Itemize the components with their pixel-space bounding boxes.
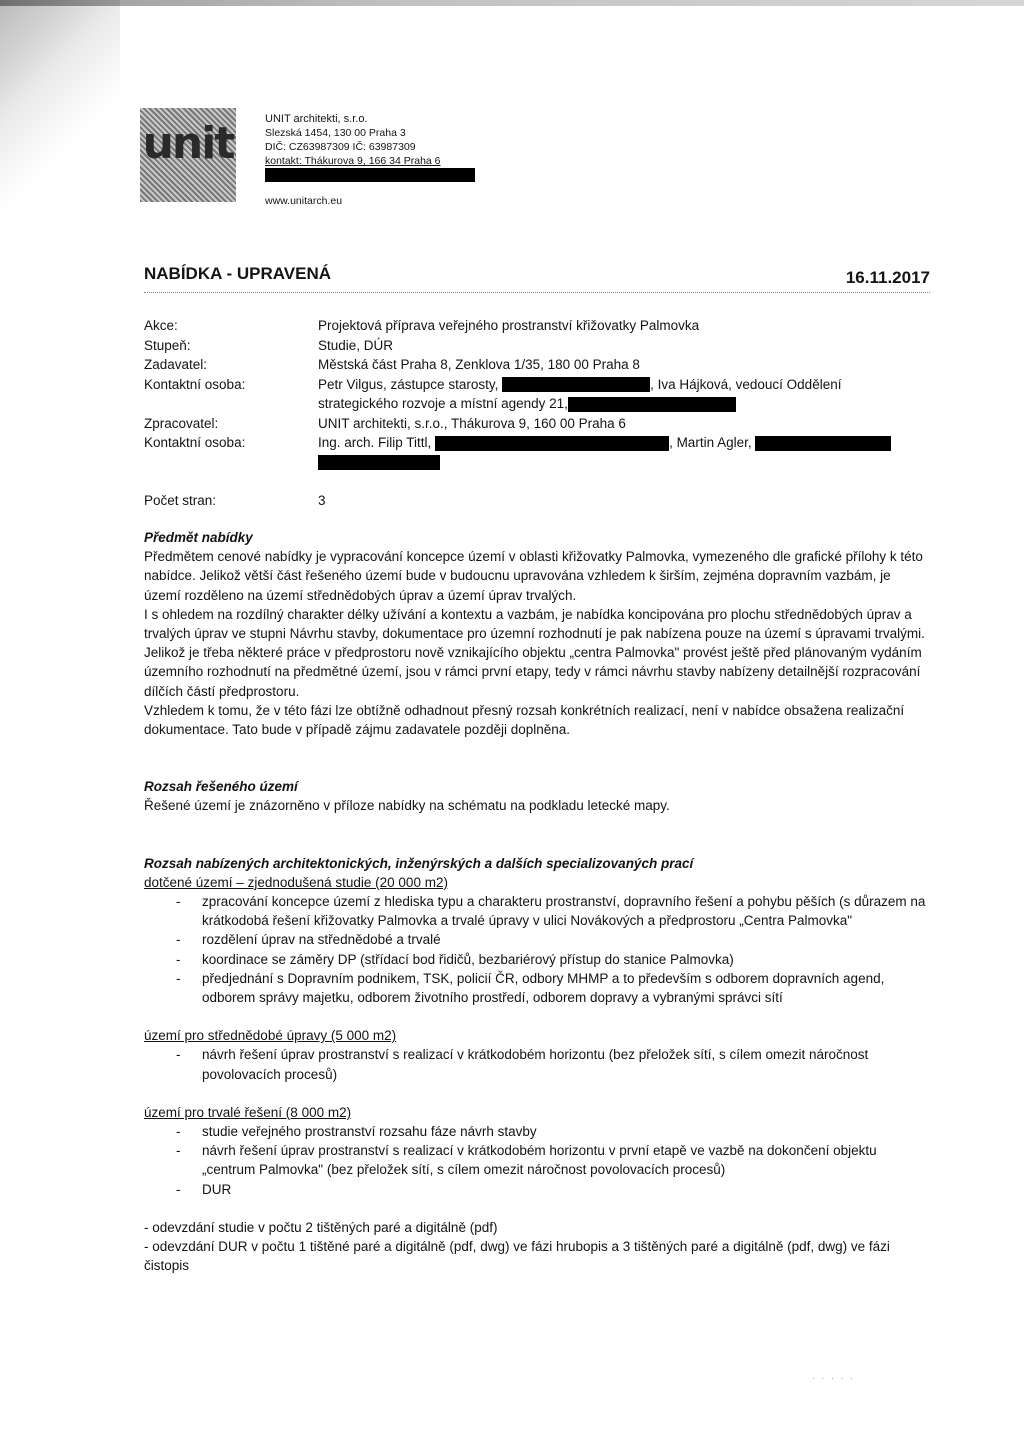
company-logo xyxy=(140,108,236,202)
company-address: Slezská 1454, 130 00 Praha 3 xyxy=(265,127,406,139)
section3-list xyxy=(144,1122,930,1199)
redacted-block xyxy=(435,436,669,451)
meta-row-pocet xyxy=(144,491,934,511)
logo-text: unit xyxy=(142,118,234,169)
spacer xyxy=(144,739,930,758)
document-title: NABÍDKA - UPRAVENÁ xyxy=(144,264,331,283)
rozsah-uzemi-text: Řešené území je znázorněno v příloze nabídky na schématu na podkladu letecké mapy. xyxy=(144,798,670,814)
list-item: - studie veřejného prostranství rozsahu fáze návrh stavby xyxy=(144,1122,930,1141)
predmet-paragraph-2: I s ohledem na rozdílný charakter délky užívání a kontextu a vazbám, je nabídka koncipována pro plochu střednědobých úprav a trvalých úprav ve stupni Návrhu stavby, dokumentace pro územní rozhodnutí je pak nabízena pouze na území s úpravami trvalými. Jelikož je třeba některé práce v předprostoru nově vznikajícího objektu „centra Palmovka" provést ještě před plánovaným vydáním územního rozhodnutí na předmětné území, jsou v rámci první etapy, tedy v rámci návrhu stavby nabízeny detailnější rozpracování dílčích částí předprostoru. xyxy=(144,606,925,699)
spacer xyxy=(144,1007,930,1026)
spacer xyxy=(144,1199,930,1218)
kontakt1-label: Kontaktní osoba: xyxy=(144,376,246,392)
pocet-label: Počet stran: xyxy=(144,493,217,508)
kontakt1-value xyxy=(318,375,934,414)
note-2: - odevzdání DUR v počtu 1 tištěné paré a digitálně (pdf, dwg) ve fázi hrubopis a 3 tištěných paré a digitálně (pdf, dwg) ve fázi čistopis xyxy=(144,1239,890,1274)
section1-title: dotčené území – zjednodušená studie (20 000 m2) xyxy=(144,874,448,890)
zadavatel-label: Zadavatel: xyxy=(144,357,208,372)
kontakt1-second: , Iva Hájková, vedoucí Oddělení xyxy=(650,376,842,392)
company-name: UNIT architekti, s.r.o. xyxy=(265,113,368,125)
meta-row-kontakt2 xyxy=(144,433,934,472)
kontakt1-name: Petr Vilgus, zástupce starosty, xyxy=(318,376,499,392)
predmet-paragraph-1: Předmětem cenové nabídky je vypracování koncepce území v oblasti křižovatky Palmovka, vymezeného dle grafické přílohy k této nabídce. Jelikož větší část řešeného území bude v budoucnu upravována vzhledem k širším, zejména dopravním vazbám, je území rozděleno na území střednědobých úprav a území úprav trvalých. xyxy=(144,549,923,603)
kontakt1-dept: strategického rozvoje a místní agendy 21, xyxy=(318,396,568,411)
spacer xyxy=(144,472,934,491)
document-body xyxy=(144,528,930,1276)
list-item: - předjednání s Dopravním podnikem, TSK, policií ČR, odbory MHMP a to především s odborem dopravních agend, odborem správy majetku, odborem životního prostředí, odborem dopravy a vybranými správci sítí xyxy=(144,969,930,1007)
stupen-value: Studie, DÚR xyxy=(318,337,394,353)
spacer xyxy=(144,816,930,835)
company-web: www.unitarch.eu xyxy=(265,195,343,208)
kontakt2-second: , Martin Agler, xyxy=(669,435,752,450)
kontakt2-label: Kontaktní osoba: xyxy=(144,435,246,450)
rozsah-praci-heading: Rozsah nabízených architektonických, inženýrských a dalších specializovaných prací xyxy=(144,855,694,871)
list-item: - návrh řešení úprav prostranství s realizací v krátkodobém horizontu (bez přeložek sítí, s cílem omezit náročnost povolovacích procesů) xyxy=(144,1045,930,1083)
meta-row-akce xyxy=(144,316,934,336)
company-contact: kontakt: Thákurova 9, 166 34 Praha 6 xyxy=(265,155,441,167)
zpracovatel-value: UNIT architekti, s.r.o., Thákurova 9, 160 00 Praha 6 xyxy=(318,415,626,431)
section2-title: území pro střednědobé úpravy (5 000 m2) xyxy=(144,1028,397,1044)
meta-row-zpracovatel xyxy=(144,414,934,434)
spacer xyxy=(144,1084,930,1103)
meta-row-zadavatel xyxy=(144,355,934,375)
list-item: - koordinace se záměry DP (střídací bod řidičů, bezbariérový přístup do stanice Palmovka) xyxy=(144,950,930,969)
kontakt2-value xyxy=(318,433,934,472)
meta-section xyxy=(144,316,934,511)
meta-row-stupen xyxy=(144,336,934,356)
pocet-value: 3 xyxy=(318,493,326,508)
spacer xyxy=(144,758,930,777)
zadavatel-value: Městská část Praha 8, Zenklova 1/35, 180 00 Praha 8 xyxy=(318,357,640,372)
predmet-heading: Předmět nabídky xyxy=(144,530,253,545)
stupen-label: Stupeň: xyxy=(144,337,191,353)
divider xyxy=(144,292,930,293)
redacted-block xyxy=(318,455,440,470)
list-item: - návrh řešení úprav prostranství s realizací v krátkodobém horizontu v první etapě ve vazbě na dokončení objektu „centrum Palmovka" (bez přeložek sítí, s cílem omezit náročnost povolovacích procesů) xyxy=(144,1141,930,1179)
company-tax-ids: DIČ: CZ63987309 IČ: 63987309 xyxy=(265,141,416,153)
redacted-block xyxy=(568,397,736,412)
rozsah-uzemi-heading: Rozsah řešeného území xyxy=(144,779,298,795)
akce-label: Akce: xyxy=(144,318,178,333)
scan-shadow xyxy=(0,0,120,240)
company-header xyxy=(265,112,475,208)
note-1: - odevzdání studie v počtu 2 tištěných paré a digitálně (pdf) xyxy=(144,1219,498,1235)
section1-list xyxy=(144,892,930,1007)
akce-value: Projektová příprava veřejného prostranství křižovatky Palmovka xyxy=(318,318,700,333)
meta-row-kontakt1 xyxy=(144,375,934,414)
predmet-paragraph-3: Vzhledem k tomu, že v této fázi lze obtížně odhadnout přesný rozsah konkrétních realizací, není v nabídce obsažena realizační dokumentace. Tato bude v případě zájmu zadavatele později doplněna. xyxy=(144,702,905,738)
scan-noise: · · · · · xyxy=(812,1373,855,1383)
list-item: - rozdělení úprav na střednědobé a trvalé xyxy=(144,930,930,949)
list-item: - zpracování koncepce území z hlediska typu a charakteru prostranství, dopravního řešení a pohybu pěších (s důrazem na krátkodobá řešení křižovatky Palmovka a trvalé úpravy v ulici Novákových a předprostoru „Centra Palmovka" xyxy=(144,892,930,930)
redacted-block xyxy=(265,168,475,182)
section2-list xyxy=(144,1045,930,1083)
redacted-block xyxy=(502,377,650,392)
scan-edge xyxy=(0,0,1024,6)
list-item: - DUR xyxy=(144,1180,930,1199)
redacted-block xyxy=(755,436,891,451)
spacer xyxy=(144,835,930,854)
zpracovatel-label: Zpracovatel: xyxy=(144,415,219,431)
section3-title: území pro trvalé řešení (8 000 m2) xyxy=(144,1104,352,1120)
document-date: 16.11.2017 xyxy=(845,268,930,287)
kontakt2-name: Ing. arch. Filip Tittl, xyxy=(318,435,432,450)
